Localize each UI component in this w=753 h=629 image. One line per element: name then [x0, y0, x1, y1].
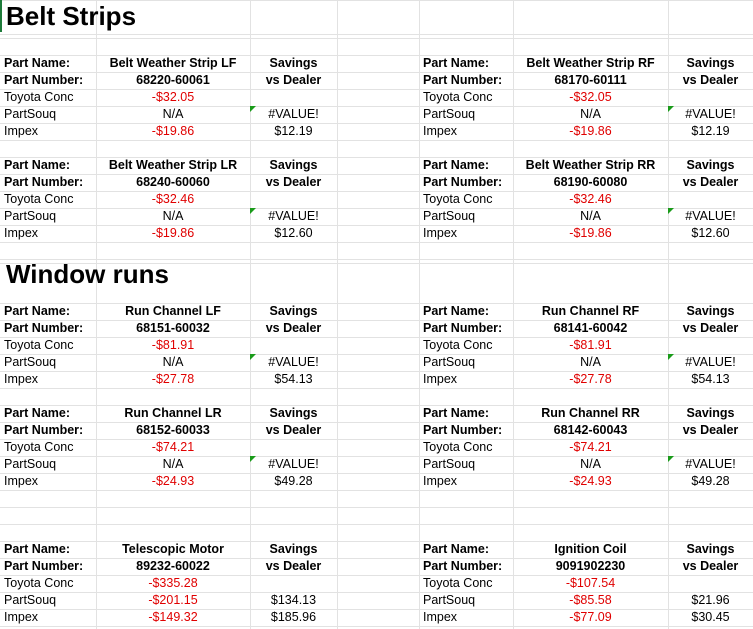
impex-savings[interactable]: $49.28	[274, 474, 313, 488]
error-indicator-icon	[250, 456, 256, 462]
savings-header-sub[interactable]: vs Dealer	[265, 423, 322, 437]
partsouq-price[interactable]: -$201.15	[148, 593, 198, 607]
error-indicator	[250, 106, 256, 112]
partsouq-price[interactable]: N/A	[162, 107, 184, 121]
part-name-label[interactable]: Part Name:	[423, 542, 489, 556]
impex-savings[interactable]: $30.45	[691, 610, 730, 624]
supplier-impex-label[interactable]: Impex	[4, 372, 39, 386]
error-indicator-icon	[250, 354, 256, 360]
supplier-partsouq-label[interactable]: PartSouq	[4, 107, 57, 121]
savings-header[interactable]: Savings	[686, 542, 735, 556]
part-name-label[interactable]: Part Name:	[4, 406, 70, 420]
part-name-value[interactable]: Belt Weather Strip LF	[109, 56, 237, 70]
row-gridline	[0, 242, 753, 243]
error-indicator	[668, 456, 674, 462]
partsouq-price[interactable]: N/A	[580, 107, 601, 121]
partsouq-price[interactable]: N/A	[162, 209, 184, 223]
part-number-value[interactable]: 68151-60032	[136, 321, 210, 335]
part-name-value[interactable]: Run Channel RF	[541, 304, 640, 318]
partsouq-savings[interactable]: #VALUE!	[685, 107, 736, 121]
part-name-value[interactable]: Run Channel LF	[125, 304, 221, 318]
supplier-toyota-label[interactable]: Toyota Conc	[4, 192, 74, 206]
part-number-value[interactable]: 9091902230	[555, 559, 626, 573]
impex-price[interactable]: -$19.86	[151, 226, 195, 240]
impex-savings[interactable]: $12.19	[691, 124, 730, 138]
active-cell-cursor	[0, 0, 2, 32]
supplier-toyota-label[interactable]: Toyota Conc	[423, 440, 493, 454]
part-number-label[interactable]: Part Number:	[4, 175, 84, 189]
supplier-partsouq-label[interactable]: PartSouq	[4, 457, 57, 471]
row-gridline	[0, 490, 753, 491]
error-indicator-icon	[250, 106, 256, 112]
section-title[interactable]: Window runs	[6, 259, 169, 289]
supplier-partsouq-label[interactable]: PartSouq	[423, 209, 476, 223]
supplier-toyota-label[interactable]: Toyota Conc	[4, 576, 74, 590]
supplier-partsouq-label[interactable]: PartSouq	[4, 209, 57, 223]
toyota-price[interactable]: -$335.28	[148, 576, 198, 590]
supplier-toyota-label[interactable]: Toyota Conc	[423, 576, 493, 590]
part-name-value[interactable]: Run Channel LR	[124, 406, 222, 420]
savings-header-sub[interactable]: vs Dealer	[682, 559, 739, 573]
partsouq-price[interactable]: N/A	[162, 457, 184, 471]
toyota-price[interactable]: -$32.05	[151, 90, 195, 104]
supplier-partsouq-label[interactable]: PartSouq	[4, 593, 57, 607]
error-indicator-icon	[668, 106, 674, 112]
partsouq-savings[interactable]: #VALUE!	[268, 355, 319, 369]
savings-header-sub[interactable]: vs Dealer	[265, 175, 322, 189]
savings-header[interactable]: Savings	[686, 158, 735, 172]
part-number-value[interactable]: 68170-60111	[554, 73, 627, 87]
supplier-toyota-label[interactable]: Toyota Conc	[423, 90, 493, 104]
supplier-impex-label[interactable]: Impex	[423, 226, 458, 240]
impex-price[interactable]: -$24.93	[569, 474, 612, 488]
part-name-label[interactable]: Part Name:	[423, 56, 489, 70]
impex-savings[interactable]: $185.96	[270, 610, 317, 624]
error-indicator-icon	[668, 456, 674, 462]
error-indicator	[668, 354, 674, 360]
impex-savings[interactable]: $54.13	[691, 372, 730, 386]
partsouq-savings[interactable]: #VALUE!	[268, 209, 319, 223]
part-number-value[interactable]: 89232-60022	[136, 559, 210, 573]
partsouq-savings[interactable]: #VALUE!	[685, 209, 736, 223]
part-name-label[interactable]: Part Name:	[4, 304, 70, 318]
part-name-label[interactable]: Part Name:	[4, 56, 70, 70]
savings-header[interactable]: Savings	[269, 406, 318, 420]
savings-header-sub[interactable]: vs Dealer	[682, 423, 739, 437]
part-number-value[interactable]: 68152-60033	[136, 423, 210, 437]
part-name-label[interactable]: Part Name:	[4, 542, 70, 556]
savings-header[interactable]: Savings	[269, 158, 318, 172]
partsouq-price[interactable]: N/A	[580, 355, 601, 369]
savings-header[interactable]: Savings	[686, 56, 735, 70]
row-gridline	[0, 140, 753, 141]
part-number-label[interactable]: Part Number:	[423, 423, 503, 437]
impex-price[interactable]: -$27.78	[151, 372, 195, 386]
savings-header-sub[interactable]: vs Dealer	[265, 559, 322, 573]
part-name-label[interactable]: Part Name:	[4, 158, 70, 172]
supplier-impex-label[interactable]: Impex	[4, 226, 39, 240]
impex-price[interactable]: -$149.32	[148, 610, 198, 624]
row-gridline	[0, 34, 753, 35]
partsouq-price[interactable]: -$85.58	[569, 593, 612, 607]
savings-header-sub[interactable]: vs Dealer	[682, 321, 739, 335]
supplier-toyota-label[interactable]: Toyota Conc	[4, 440, 74, 454]
part-name-value[interactable]: Run Channel RR	[541, 406, 640, 420]
supplier-partsouq-label[interactable]: PartSouq	[423, 457, 476, 471]
part-number-label[interactable]: Part Number:	[423, 559, 503, 573]
supplier-impex-label[interactable]: Impex	[4, 610, 39, 624]
impex-savings[interactable]: $49.28	[691, 474, 730, 488]
error-indicator	[668, 106, 674, 112]
part-name-value[interactable]: Telescopic Motor	[122, 542, 224, 556]
savings-header[interactable]: Savings	[686, 304, 735, 318]
toyota-price[interactable]: -$32.46	[151, 192, 195, 206]
supplier-partsouq-label[interactable]: PartSouq	[423, 593, 476, 607]
impex-savings[interactable]: $54.13	[274, 372, 313, 386]
part-name-value[interactable]: Belt Weather Strip RR	[525, 158, 656, 172]
savings-header[interactable]: Savings	[269, 56, 318, 70]
impex-savings[interactable]: $12.19	[274, 124, 313, 138]
partsouq-price[interactable]: N/A	[162, 355, 184, 369]
error-indicator	[250, 456, 256, 462]
impex-price[interactable]: -$19.86	[569, 226, 612, 240]
part-number-label[interactable]: Part Number:	[4, 559, 84, 573]
error-indicator-icon	[250, 208, 256, 214]
part-number-value[interactable]: 68220-60061	[136, 73, 210, 87]
supplier-impex-label[interactable]: Impex	[423, 610, 458, 624]
error-indicator	[668, 208, 674, 214]
row-gridline	[0, 626, 753, 627]
part-number-label[interactable]: Part Number:	[4, 73, 84, 87]
supplier-impex-label[interactable]: Impex	[423, 124, 458, 138]
savings-header-sub[interactable]: vs Dealer	[682, 175, 739, 189]
impex-savings[interactable]: $12.60	[274, 226, 313, 240]
supplier-toyota-label[interactable]: Toyota Conc	[423, 338, 493, 352]
impex-savings[interactable]: $12.60	[691, 226, 730, 240]
part-name-label[interactable]: Part Name:	[423, 406, 489, 420]
supplier-toyota-label[interactable]: Toyota Conc	[4, 90, 74, 104]
impex-price[interactable]: -$24.93	[151, 474, 195, 488]
partsouq-savings[interactable]: $134.13	[270, 593, 317, 607]
toyota-price[interactable]: -$32.05	[569, 90, 612, 104]
section-title[interactable]: Belt Strips	[6, 1, 137, 31]
error-indicator	[250, 208, 256, 214]
partsouq-price[interactable]: N/A	[580, 457, 601, 471]
savings-header[interactable]: Savings	[269, 304, 318, 318]
part-name-label[interactable]: Part Name:	[423, 158, 489, 172]
toyota-price[interactable]: -$81.91	[569, 338, 612, 352]
supplier-impex-label[interactable]: Impex	[4, 474, 39, 488]
impex-price[interactable]: -$19.86	[569, 124, 612, 138]
supplier-partsouq-label[interactable]: PartSouq	[423, 355, 476, 369]
savings-header[interactable]: Savings	[269, 542, 318, 556]
toyota-price[interactable]: -$107.54	[565, 576, 616, 590]
partsouq-price[interactable]: N/A	[580, 209, 601, 223]
part-name-value[interactable]: Belt Weather Strip LR	[108, 158, 238, 172]
impex-price[interactable]: -$27.78	[569, 372, 612, 386]
part-number-label[interactable]: Part Number:	[423, 73, 503, 87]
part-number-value[interactable]: 68141-60042	[553, 321, 628, 335]
supplier-partsouq-label[interactable]: PartSouq	[423, 107, 476, 121]
savings-header-sub[interactable]: vs Dealer	[682, 73, 739, 87]
savings-header[interactable]: Savings	[686, 406, 735, 420]
toyota-price[interactable]: -$74.21	[569, 440, 612, 454]
savings-header-sub[interactable]: vs Dealer	[265, 321, 322, 335]
impex-price[interactable]: -$19.86	[151, 124, 195, 138]
part-number-label[interactable]: Part Number:	[4, 423, 84, 437]
toyota-price[interactable]: -$74.21	[151, 440, 195, 454]
part-name-value[interactable]: Belt Weather Strip RF	[526, 56, 655, 70]
partsouq-savings[interactable]: #VALUE!	[685, 457, 736, 471]
part-number-value[interactable]: 68190-60080	[553, 175, 628, 189]
part-number-label[interactable]: Part Number:	[423, 321, 503, 335]
supplier-impex-label[interactable]: Impex	[423, 474, 458, 488]
part-number-value[interactable]: 68142-60043	[553, 423, 628, 437]
part-name-value[interactable]: Ignition Coil	[554, 542, 627, 556]
supplier-toyota-label[interactable]: Toyota Conc	[423, 192, 493, 206]
toyota-price[interactable]: -$32.46	[569, 192, 612, 206]
supplier-partsouq-label[interactable]: PartSouq	[4, 355, 57, 369]
partsouq-savings[interactable]: #VALUE!	[268, 457, 319, 471]
savings-header-sub[interactable]: vs Dealer	[265, 73, 322, 87]
column-gridline	[337, 0, 338, 629]
error-indicator-icon	[668, 208, 674, 214]
part-number-label[interactable]: Part Number:	[423, 175, 503, 189]
row-gridline	[0, 388, 753, 389]
partsouq-savings[interactable]: #VALUE!	[685, 355, 736, 369]
row-gridline	[0, 507, 753, 508]
partsouq-savings[interactable]: $21.96	[691, 593, 730, 607]
error-indicator-icon	[668, 354, 674, 360]
supplier-toyota-label[interactable]: Toyota Conc	[4, 338, 74, 352]
row-gridline	[0, 38, 753, 39]
impex-price[interactable]: -$77.09	[569, 610, 612, 624]
supplier-impex-label[interactable]: Impex	[423, 372, 458, 386]
part-number-label[interactable]: Part Number:	[4, 321, 84, 335]
partsouq-savings[interactable]: #VALUE!	[268, 107, 319, 121]
part-number-value[interactable]: 68240-60060	[136, 175, 210, 189]
supplier-impex-label[interactable]: Impex	[4, 124, 39, 138]
toyota-price[interactable]: -$81.91	[151, 338, 195, 352]
row-gridline	[0, 524, 753, 525]
error-indicator	[250, 354, 256, 360]
part-name-label[interactable]: Part Name:	[423, 304, 489, 318]
